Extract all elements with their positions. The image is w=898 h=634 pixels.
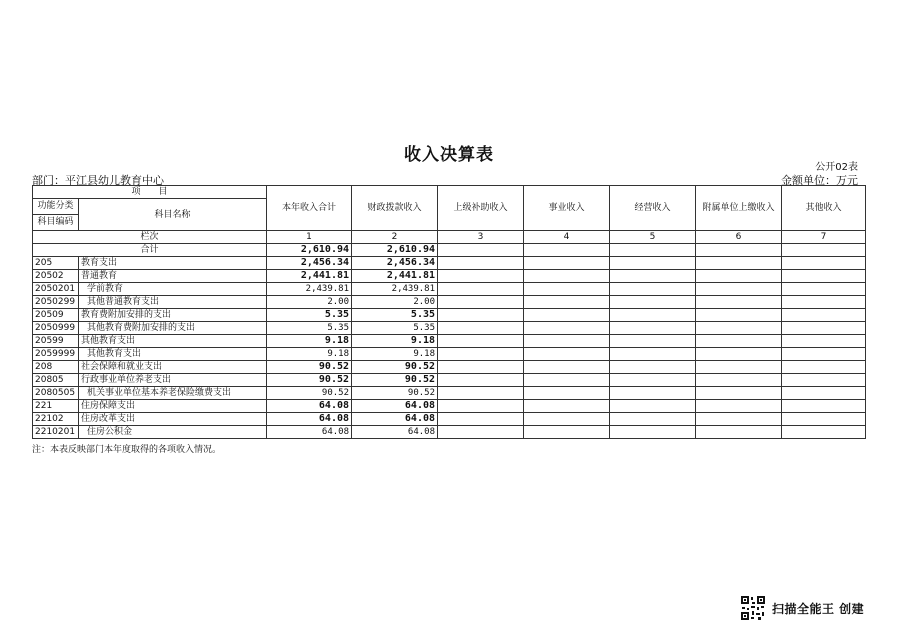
column-index: 1 — [267, 231, 352, 244]
subject-code: 2050201 — [33, 283, 79, 296]
empty-cell — [696, 322, 782, 335]
total-income: 5.35 — [267, 309, 352, 322]
empty-cell — [524, 309, 610, 322]
fiscal-income: 2,439.81 — [352, 283, 438, 296]
empty-cell — [438, 400, 524, 413]
column-index: 6 — [696, 231, 782, 244]
empty-cell — [610, 387, 696, 400]
col-total-header: 本年收入合计 — [267, 186, 352, 231]
empty-cell — [524, 348, 610, 361]
total-amount: 2,610.94 — [267, 244, 352, 257]
empty-cell — [524, 283, 610, 296]
fiscal-income: 2,456.34 — [352, 257, 438, 270]
empty-cell — [696, 335, 782, 348]
fiscal-income: 64.08 — [352, 400, 438, 413]
table-row — [33, 413, 866, 426]
empty-cell — [696, 413, 782, 426]
subject-name: 其他教育支出 — [79, 335, 267, 348]
empty-cell — [610, 322, 696, 335]
empty-cell — [610, 309, 696, 322]
column-index-label: 栏次 — [33, 231, 267, 244]
total-label: 合计 — [33, 244, 267, 257]
empty-cell — [438, 335, 524, 348]
subject-name: 教育支出 — [79, 257, 267, 270]
col-fiscal-header: 财政拨款收入 — [352, 186, 438, 231]
total-income: 9.18 — [267, 335, 352, 348]
subject-name: 住房公积金 — [79, 426, 267, 439]
subject-name: 社会保障和就业支出 — [79, 361, 267, 374]
total-income: 2,441.81 — [267, 270, 352, 283]
table-body — [33, 257, 866, 439]
header-row-1 — [33, 186, 866, 199]
empty-cell — [610, 244, 696, 257]
column-index: 7 — [782, 231, 866, 244]
table-row — [33, 400, 866, 413]
subject-code: 22102 — [33, 413, 79, 426]
empty-cell — [438, 309, 524, 322]
empty-cell — [696, 426, 782, 439]
subject-code: 205 — [33, 257, 79, 270]
empty-cell — [438, 244, 524, 257]
empty-cell — [782, 426, 866, 439]
table-row — [33, 283, 866, 296]
total-income: 2.00 — [267, 296, 352, 309]
empty-cell — [524, 374, 610, 387]
subject-code: 2080505 — [33, 387, 79, 400]
col-career-header: 事业收入 — [524, 186, 610, 231]
total-income: 90.52 — [267, 387, 352, 400]
fiscal-income: 90.52 — [352, 361, 438, 374]
subject-code: 20509 — [33, 309, 79, 322]
empty-cell — [610, 426, 696, 439]
subject-name: 普通教育 — [79, 270, 267, 283]
project-header: 项 目 — [33, 186, 267, 199]
subject-code: 20805 — [33, 374, 79, 387]
column-index: 3 — [438, 231, 524, 244]
empty-cell — [524, 322, 610, 335]
total-fiscal: 2,610.94 — [352, 244, 438, 257]
subject-name: 其他普通教育支出 — [79, 296, 267, 309]
empty-cell — [610, 361, 696, 374]
fiscal-income: 2,441.81 — [352, 270, 438, 283]
empty-cell — [524, 413, 610, 426]
empty-cell — [438, 426, 524, 439]
fiscal-income: 2.00 — [352, 296, 438, 309]
empty-cell — [782, 270, 866, 283]
total-income: 90.52 — [267, 361, 352, 374]
column-index: 4 — [524, 231, 610, 244]
table-row — [33, 335, 866, 348]
col-affiliated-header: 附属单位上缴收入 — [696, 186, 782, 231]
empty-cell — [696, 400, 782, 413]
empty-cell — [438, 413, 524, 426]
empty-cell — [438, 374, 524, 387]
column-index: 2 — [352, 231, 438, 244]
table-row — [33, 374, 866, 387]
total-row — [33, 244, 866, 257]
empty-cell — [782, 322, 866, 335]
empty-cell — [438, 348, 524, 361]
empty-cell — [696, 387, 782, 400]
subject-name: 住房改革支出 — [79, 413, 267, 426]
subject-name: 学前教育 — [79, 283, 267, 296]
empty-cell — [782, 361, 866, 374]
empty-cell — [782, 374, 866, 387]
fiscal-income: 9.18 — [352, 335, 438, 348]
col-operating-header: 经营收入 — [610, 186, 696, 231]
table-row — [33, 296, 866, 309]
footnote: 注：本表反映部门本年度取得的各项收入情况。 — [32, 445, 222, 455]
department-label: 部门：平江县幼儿教育中心 — [32, 174, 164, 187]
subject-name: 教育费附加安排的支出 — [79, 309, 267, 322]
subject-code: 2050999 — [33, 322, 79, 335]
empty-cell — [782, 296, 866, 309]
func-class-header: 功能分类 — [33, 199, 79, 215]
table-row — [33, 348, 866, 361]
empty-cell — [696, 348, 782, 361]
total-income: 64.08 — [267, 400, 352, 413]
empty-cell — [782, 335, 866, 348]
income-table — [32, 185, 866, 439]
subject-name: 机关事业单位基本养老保险缴费支出 — [79, 387, 267, 400]
empty-cell — [438, 283, 524, 296]
table-row — [33, 361, 866, 374]
amount-unit-label: 金额单位：万元 — [781, 174, 858, 187]
subject-code-header: 科目编码 — [33, 215, 79, 231]
subject-code: 2050299 — [33, 296, 79, 309]
subject-code: 2059999 — [33, 348, 79, 361]
table-row — [33, 322, 866, 335]
empty-cell — [524, 257, 610, 270]
subject-name: 行政事业单位养老支出 — [79, 374, 267, 387]
subject-name: 其他教育支出 — [79, 348, 267, 361]
empty-cell — [524, 244, 610, 257]
total-income: 90.52 — [267, 374, 352, 387]
fiscal-income: 90.52 — [352, 387, 438, 400]
subject-name: 其他教育费附加安排的支出 — [79, 322, 267, 335]
fiscal-income: 64.08 — [352, 426, 438, 439]
empty-cell — [696, 309, 782, 322]
total-income: 64.08 — [267, 426, 352, 439]
fiscal-income: 9.18 — [352, 348, 438, 361]
table-row — [33, 426, 866, 439]
table-row — [33, 270, 866, 283]
empty-cell — [610, 400, 696, 413]
empty-cell — [696, 257, 782, 270]
empty-cell — [524, 387, 610, 400]
subject-code: 2210201 — [33, 426, 79, 439]
scanner-watermark — [740, 594, 864, 622]
fiscal-income: 5.35 — [352, 309, 438, 322]
empty-cell — [782, 348, 866, 361]
empty-cell — [610, 270, 696, 283]
empty-cell — [438, 270, 524, 283]
empty-cell — [696, 283, 782, 296]
empty-cell — [610, 257, 696, 270]
empty-cell — [782, 387, 866, 400]
empty-cell — [524, 270, 610, 283]
total-income: 2,456.34 — [267, 257, 352, 270]
empty-cell — [782, 400, 866, 413]
empty-cell — [782, 309, 866, 322]
empty-cell — [438, 387, 524, 400]
empty-cell — [610, 335, 696, 348]
empty-cell — [610, 374, 696, 387]
empty-cell — [524, 426, 610, 439]
empty-cell — [524, 400, 610, 413]
table-row — [33, 309, 866, 322]
total-income: 2,439.81 — [267, 283, 352, 296]
report-title: 收入决算表 — [404, 145, 494, 165]
empty-cell — [782, 244, 866, 257]
total-income: 64.08 — [267, 413, 352, 426]
empty-cell — [524, 335, 610, 348]
column-index-row — [33, 231, 866, 244]
watermark-text: 扫描全能王 创建 — [772, 601, 865, 616]
empty-cell — [696, 296, 782, 309]
subject-code: 20502 — [33, 270, 79, 283]
empty-cell — [782, 257, 866, 270]
empty-cell — [696, 244, 782, 257]
empty-cell — [610, 413, 696, 426]
fiscal-income: 64.08 — [352, 413, 438, 426]
table-row — [33, 387, 866, 400]
empty-cell — [438, 257, 524, 270]
empty-cell — [438, 296, 524, 309]
subject-name: 住房保障支出 — [79, 400, 267, 413]
empty-cell — [782, 283, 866, 296]
empty-cell — [782, 413, 866, 426]
column-index: 5 — [610, 231, 696, 244]
empty-cell — [610, 348, 696, 361]
empty-cell — [696, 270, 782, 283]
empty-cell — [524, 361, 610, 374]
form-number: 公开02表 — [815, 162, 858, 173]
col-subsidy-header: 上级补助收入 — [438, 186, 524, 231]
subject-name-header: 科目名称 — [79, 199, 267, 231]
total-income: 9.18 — [267, 348, 352, 361]
total-income: 5.35 — [267, 322, 352, 335]
col-other-header: 其他收入 — [782, 186, 866, 231]
qr-code-icon — [740, 595, 766, 621]
empty-cell — [610, 296, 696, 309]
fiscal-income: 90.52 — [352, 374, 438, 387]
empty-cell — [696, 374, 782, 387]
subject-code: 221 — [33, 400, 79, 413]
table-row — [33, 257, 866, 270]
fiscal-income: 5.35 — [352, 322, 438, 335]
empty-cell — [438, 322, 524, 335]
empty-cell — [696, 361, 782, 374]
subject-code: 20599 — [33, 335, 79, 348]
empty-cell — [524, 296, 610, 309]
subject-code: 208 — [33, 361, 79, 374]
empty-cell — [610, 283, 696, 296]
empty-cell — [438, 361, 524, 374]
